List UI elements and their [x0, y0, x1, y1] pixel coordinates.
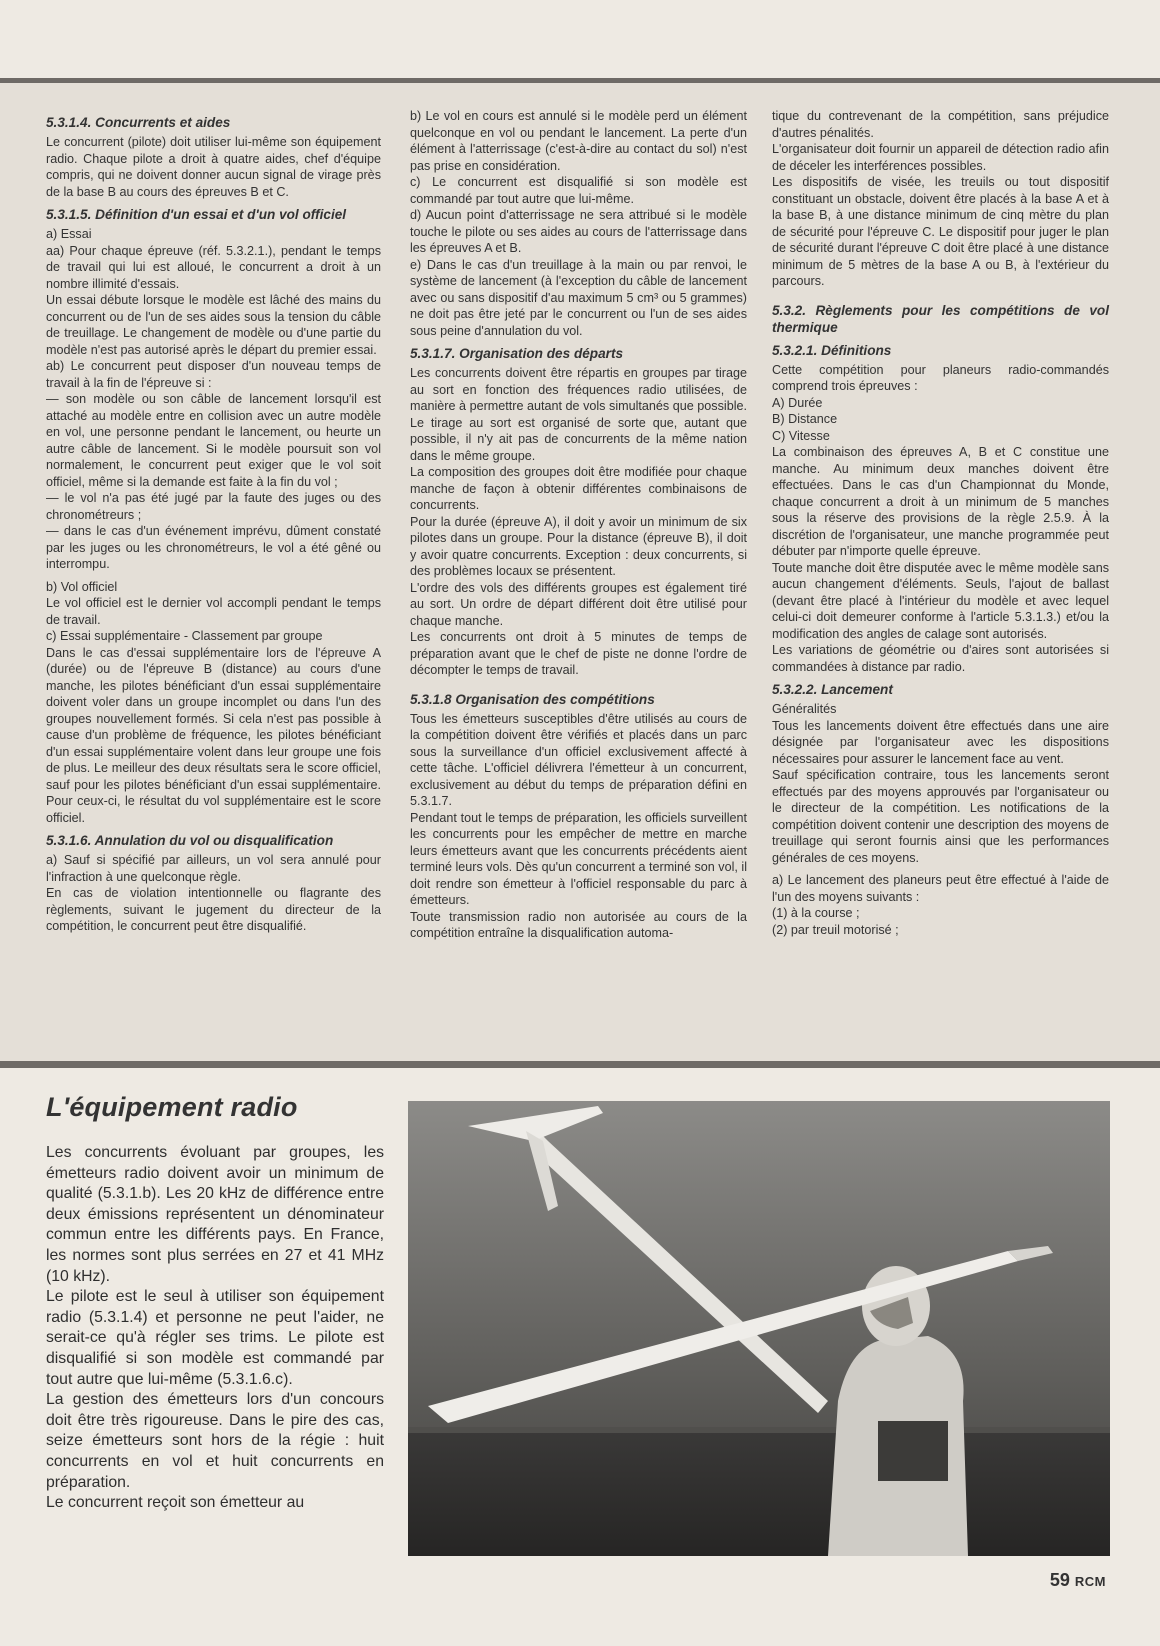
paragraph: Généralités	[772, 702, 837, 716]
paragraph: Les concurrents ont droit à 5 minutes de temps de préparation avant que le chef de piste ne donne l'ordre de décompter le temps de travail.	[410, 630, 747, 677]
paragraph: Tous les lancements doivent être effectués dans une aire désignée par l'organisateur avec les dispositions nécessaires pour assurer le lancement face au vent.	[772, 718, 1109, 766]
paragraph: Tous les émetteurs susceptibles d'être utilisés au cours de la compétition doivent être vérifiés et placés dans un parc sous la surveillance d'un officiel exclusivement affecté à cette tâche. L'officiel délivrera l'émetteur à un concurrent, exclusivement au début du temps de préparation défini en 5.3.1.7.	[410, 711, 747, 808]
paragraph: c) Le concurrent est disqualifié si son modèle est commandé par tout autre que lui-même.	[410, 175, 747, 206]
radio-paragraph: La gestion des émetteurs lors d'un concours doit être très rigoureuse. Dans le pire des cas, seize émetteurs sont hors de la régie : huit concurrents en vol et huit concurrents en préparation.	[46, 1391, 384, 1491]
paragraph: A) Durée	[772, 395, 823, 410]
column-1	[46, 108, 381, 935]
paragraph: e) Dans le cas d'un treuillage à la main ou par renvoi, le système de lancement (à l'exception du câble de lancement avec ou sans dispositif d'au maximum 5 cm³ ou 5 grammes) ne doit pas être jeté par le concurrent ou l'un de ses aides sous peine d'annulation du vol.	[410, 257, 747, 338]
paragraph: La combinaison des épreuves A, B et C constitue une manche. Au minimum deux manches doivent être effectuées. Dans le cas d'un Championnat du Monde, chaque concurrent a droit à un minimum de 5 manches sous la réserve des provisions de la règle 2.5.9. À la discrétion de l'organisateur, une manche programmée peut débuter par n'importe quelle épreuve.	[772, 445, 1109, 558]
section-heading: 5.3.2.1. Définitions	[772, 342, 892, 358]
radio-section-title: L'équipement radio	[46, 1092, 298, 1122]
section-heading: 5.3.1.5. Définition d'un essai et d'un vol officiel	[46, 207, 347, 222]
paragraph: (1) à la course ;	[772, 906, 860, 920]
column-3	[772, 108, 1109, 938]
paragraph: c) Essai supplémentaire - Classement par groupe	[46, 629, 323, 643]
paragraph: L'organisateur doit fournir un appareil de détection radio afin de déceler les interférences possibles.	[772, 142, 1109, 173]
paragraph: Le vol officiel est le dernier vol accompli pendant le temps de travail.	[46, 596, 381, 627]
paragraph: a) Essai	[46, 227, 92, 241]
paragraph: Dans le cas d'essai supplémentaire lors de l'épreuve A (durée) ou de l'épreuve B (distance) au cours d'une manche, les pilotes bénéficiant d'un essai supplémentaire doivent voler dans un groupe incomplet ou dans l'un des groupes nouvellement formés. Si cela n'est pas possible à cause d'un problème de fréquence, les pilotes bénéficiant d'un essai supplémentaire volent dans leur groupe une fois de plus. Le meilleur des deux résultats sera le score officiel, sauf pour les pilotes bénéficiant d'un essai supplémentaire. Pour ceux-ci, le résultat du vol supplémentaire est le score officiel.	[46, 645, 381, 825]
paragraph: — son modèle ou son câble de lancement lorsqu'il est attaché au modèle entre en collision avec un autre modèle en vol, une personne pendant le lancement, ou heurte un autre câble de lancement. Si le modèle poursuit son vol normalement, le concurrent peut exiger que le vol soit officiel, même si la demande est faite à la fin du vol ;	[46, 392, 381, 489]
section-heading: 5.3.2. Règlements pour les compétitions de vol thermique	[772, 302, 1109, 335]
section-rule	[0, 1061, 1160, 1068]
paragraph: Un essai débute lorsque le modèle est lâché des mains du concurrent ou de l'un de ses aides sous la tension du câble de treuillage. Le changement de modèle ou d'une partie du modèle n'est pas autorisé après le départ du premier essai.	[46, 293, 381, 357]
paragraph: Cette compétition pour planeurs radio-commandés comprend trois épreuves :	[772, 362, 1109, 393]
radio-paragraph: Le pilote est le seul à utiliser son équipement radio (5.3.1.4) et personne ne peut l'aider, ne serait-ce qu'à régler ses trims. Le pilote est disqualifié si son modèle est commandé par tout autre que lui-même (5.3.1.6.c).	[46, 1288, 384, 1388]
paragraph: b) Vol officiel	[46, 579, 118, 594]
section-heading: 5.3.1.4. Concurrents et aides	[46, 115, 231, 130]
paragraph: Toute manche doit être disputée avec le même modèle sans aucun changement d'éléments. Seuls, l'ajout de ballast (devant être placé à l'intérieur du modèle et avec lequel celui-ci doit demeurer conforme à l'article 5.3.1.3.) et/ou la modification des angles de calage sont autorisés.	[772, 560, 1109, 641]
paragraph: d) Aucun point d'atterrissage ne sera attribué si le modèle touche le pilote ou ses aides au cours de l'atterrissage dans les épreuves A et B.	[410, 208, 747, 255]
paragraph: ab) Le concurrent peut disposer d'un nouveau temps de travail à la fin de l'épreuve si :	[46, 359, 381, 390]
page-number: 59	[1049, 1570, 1070, 1590]
paragraph: — dans le cas d'un événement imprévu, dûment constaté par les juges ou les chronométreurs, le vol a été gêné ou interrompu.	[46, 524, 381, 571]
paragraph: C) Vitesse	[772, 428, 830, 443]
glider-photo	[408, 1101, 1110, 1556]
paragraph: Les variations de géométrie ou d'aires sont autorisées si commandées à distance par radio.	[772, 643, 1109, 674]
radio-paragraph: Le concurrent reçoit son émetteur au	[46, 1494, 305, 1512]
paragraph: aa) Pour chaque épreuve (réf. 5.3.2.1.), pendant le temps de travail qui lui est alloué, le concurrent a droit à un nombre illimité d'essais.	[46, 243, 381, 291]
spacer	[772, 290, 1109, 296]
paragraph: En cas de violation intentionnelle ou flagrante des règlements, suivant le jugement du directeur de la compétition, le concurrent peut être disqualifié.	[46, 886, 381, 933]
paragraph: Toute transmission radio non autorisée au cours de la compétition entraîne la disqualification automa-	[410, 909, 747, 940]
paragraph: a) Le lancement des planeurs peut être effectué à l'aide de l'un des moyens suivants :	[772, 873, 1109, 904]
paragraph: tique du contrevenant de la compétition, sans préjudice d'autres pénalités.	[772, 109, 1109, 140]
column-2	[410, 108, 747, 942]
paragraph: Sauf spécification contraire, tous les lancements seront effectués par des moyens approuvés par l'organisateur ou le directeur de la compétition. Les notifications de la compétition doivent contenir une description des moyens de treuillage qui seront fournis ainsi que les performances générales de ces moyens.	[772, 768, 1109, 865]
section-heading: 5.3.1.8 Organisation des compétitions	[410, 691, 655, 707]
page-folio	[1050, 1570, 1106, 1591]
paragraph: (2) par treuil motorisé ;	[772, 922, 899, 937]
section-heading: 5.3.2.2. Lancement	[772, 682, 893, 697]
paragraph: Pendant tout le temps de préparation, les officiels surveillent les concurrents pour les empêcher de mettre en marche leurs émetteurs avant que les concurrents précédents aient terminé leurs vols. Dès qu'un concurrent a terminé son vol, il doit rendre son émetteur à l'officiel responsable du parc à émetteurs.	[410, 810, 747, 907]
spacer	[410, 679, 747, 685]
section-heading: 5.3.1.6. Annulation du vol ou disqualification	[46, 833, 334, 848]
radio-paragraph: Les concurrents évoluant par groupes, les émetteurs radio doivent avoir un minimum de qualité (5.3.1.b). Les 20 kHz de différence entre deux émissions représentent un dénominateur commun entre les différents pays. En France, les normes sont plus serrées en 27 et 41 MHz (10 kHz).	[46, 1144, 384, 1285]
paragraph: a) Sauf si spécifié par ailleurs, un vol sera annulé pour l'infraction à une quelconque règle.	[46, 853, 381, 884]
paragraph: — le vol n'a pas été jugé par la faute des juges ou des chronométreurs ;	[46, 491, 381, 522]
radio-section-text	[46, 1143, 384, 1514]
paragraph: Pour la durée (épreuve A), il doit y avoir un minimum de six pilotes dans un groupe. Pour la distance (épreuve B), il doit y avoir quatre concurrents. Exception : deux concurrents, si des problèmes locaux se présentent.	[410, 514, 747, 578]
magazine-name: RCM	[1074, 1574, 1106, 1589]
paragraph: L'ordre des vols des différents groupes est également tiré au sort. Un ordre de départ différent doit être utilisé pour chaque manche.	[410, 580, 747, 628]
paragraph: B) Distance	[772, 412, 838, 426]
paragraph: La composition des groupes doit être modifiée pour chaque manche de façon à obtenir différentes combinaisons de concurrents.	[410, 465, 747, 512]
section-heading: 5.3.1.7. Organisation des départs	[410, 346, 624, 361]
paragraph: b) Le vol en cours est annulé si le modèle perd un élément quelconque en vol ou pendant le lancement. La perte d'un élément à l'atterrissage (c'est-à-dire au contact du sol) n'est pas prise en considération.	[410, 109, 747, 173]
paragraph: Les dispositifs de visée, les treuils ou tout dispositif constituant un obstacle, doivent être placés à la base A et à la base B, à une distance minimum de cinq mètre du plan de sécurité pour l'épreuve C. Le dispositif pour juger le plan de sécurité durant l'épreuve C doit être placé à une distance minimum de 5 mètres de la base A ou B, à l'extérieur du parcours.	[772, 175, 1109, 288]
paragraph: Les concurrents doivent être répartis en groupes par tirage au sort en fonction des fréquences radio utilisées, de manière à permettre autant de vols simultanés que possible. Le tirage au sort est organisé de sorte que, autant que possible, il n'y ait pas de concurrents de la même nation dans le même groupe.	[410, 366, 747, 463]
paragraph: Le concurrent (pilote) doit utiliser lui-même son équipement radio. Chaque pilote a droit à quatre aides, chef d'équipe compris, qui ne doivent donner aucun signal de virage près de la base B au cours des épreuves B et C.	[46, 135, 381, 199]
